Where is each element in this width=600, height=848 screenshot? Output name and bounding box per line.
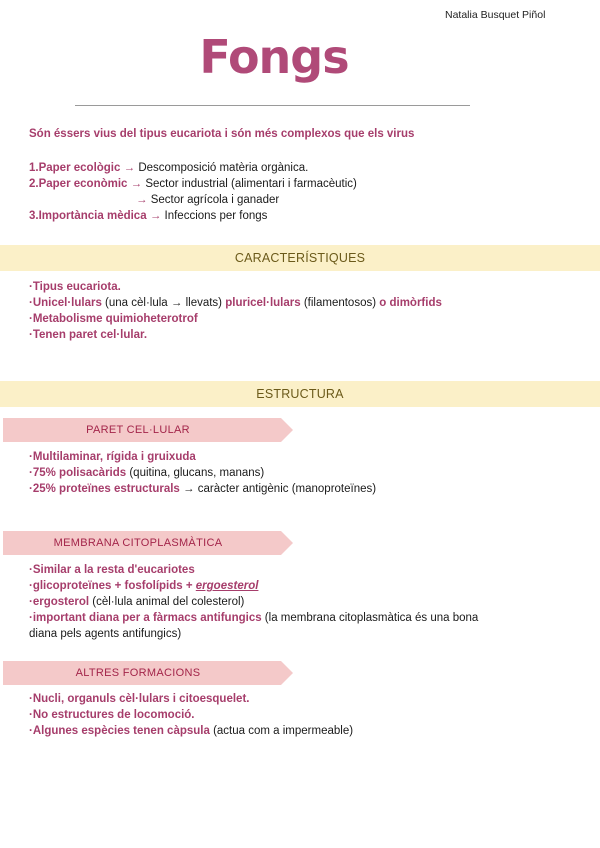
role-economic-2: → Sector agrícola i ganader (136, 194, 280, 206)
altres-item-3: ·Algunes espècies tenen càpsula (actua com a impermeable) (29, 725, 354, 737)
paret-item-2: ·75% polisacàrids (quitina, glucans, manans) (29, 467, 265, 479)
char-eukaryote: ·Tipus eucariota. (29, 281, 121, 293)
role-ecologic: 1.Paper ecològic → Descomposició matèria orgànica. (29, 162, 309, 174)
paret-item-1: ·Multilaminar, rígida i gruixuda (29, 451, 196, 463)
section-caracteristiques: CARACTERÍSTIQUES (0, 245, 600, 271)
role-medical: 3.Importància mèdica → Infeccions per fongs (29, 210, 268, 222)
paret-item-3: ·25% proteïnes estructurals → caràcter antigènic (manoproteïnes) (29, 483, 377, 495)
role-economic: 2.Paper econòmic → Sector industrial (alimentari i farmacèutic) (29, 178, 357, 190)
membrana-item-5: diana pels agents antifungics) (29, 628, 182, 640)
title-divider (75, 105, 470, 106)
membrana-item-4: ·important diana per a fàrmacs antifungics (la membrana citoplasmàtica és una bona (29, 612, 479, 624)
tag-paret-cellular: PARET CEL·LULAR (3, 418, 295, 442)
char-cellularity: ·Unicel·lulars (una cèl·lula → llevats) pluricel·lulars (filamentosos) o dimòrfids (29, 297, 442, 309)
section-estructura: ESTRUCTURA (0, 381, 600, 407)
author-name: Natalia Busquet Piñol (445, 9, 546, 21)
membrana-item-3: ·ergosterol (cèl·lula animal del colesterol) (29, 596, 245, 608)
altres-item-2: ·No estructures de locomoció. (29, 709, 195, 721)
membrana-item-2: ·glicoproteïnes + fosfolípids + ergoesterol (29, 580, 259, 592)
char-cell-wall: ·Tenen paret cel·lular. (29, 329, 148, 341)
char-metabolism: ·Metabolisme quimioheterotrof (29, 313, 198, 325)
intro-text: Són éssers vius del tipus eucariota i són més complexos que els virus (29, 128, 415, 140)
page-title: Fongs (199, 30, 349, 84)
tag-membrana: MEMBRANA CITOPLASMÀTICA (3, 531, 295, 555)
tag-altres-formacions: ALTRES FORMACIONS (3, 661, 295, 685)
membrana-item-1: ·Similar a la resta d'eucariotes (29, 564, 195, 576)
altres-item-1: ·Nucli, organuls cèl·lulars i citoesquelet. (29, 693, 250, 705)
